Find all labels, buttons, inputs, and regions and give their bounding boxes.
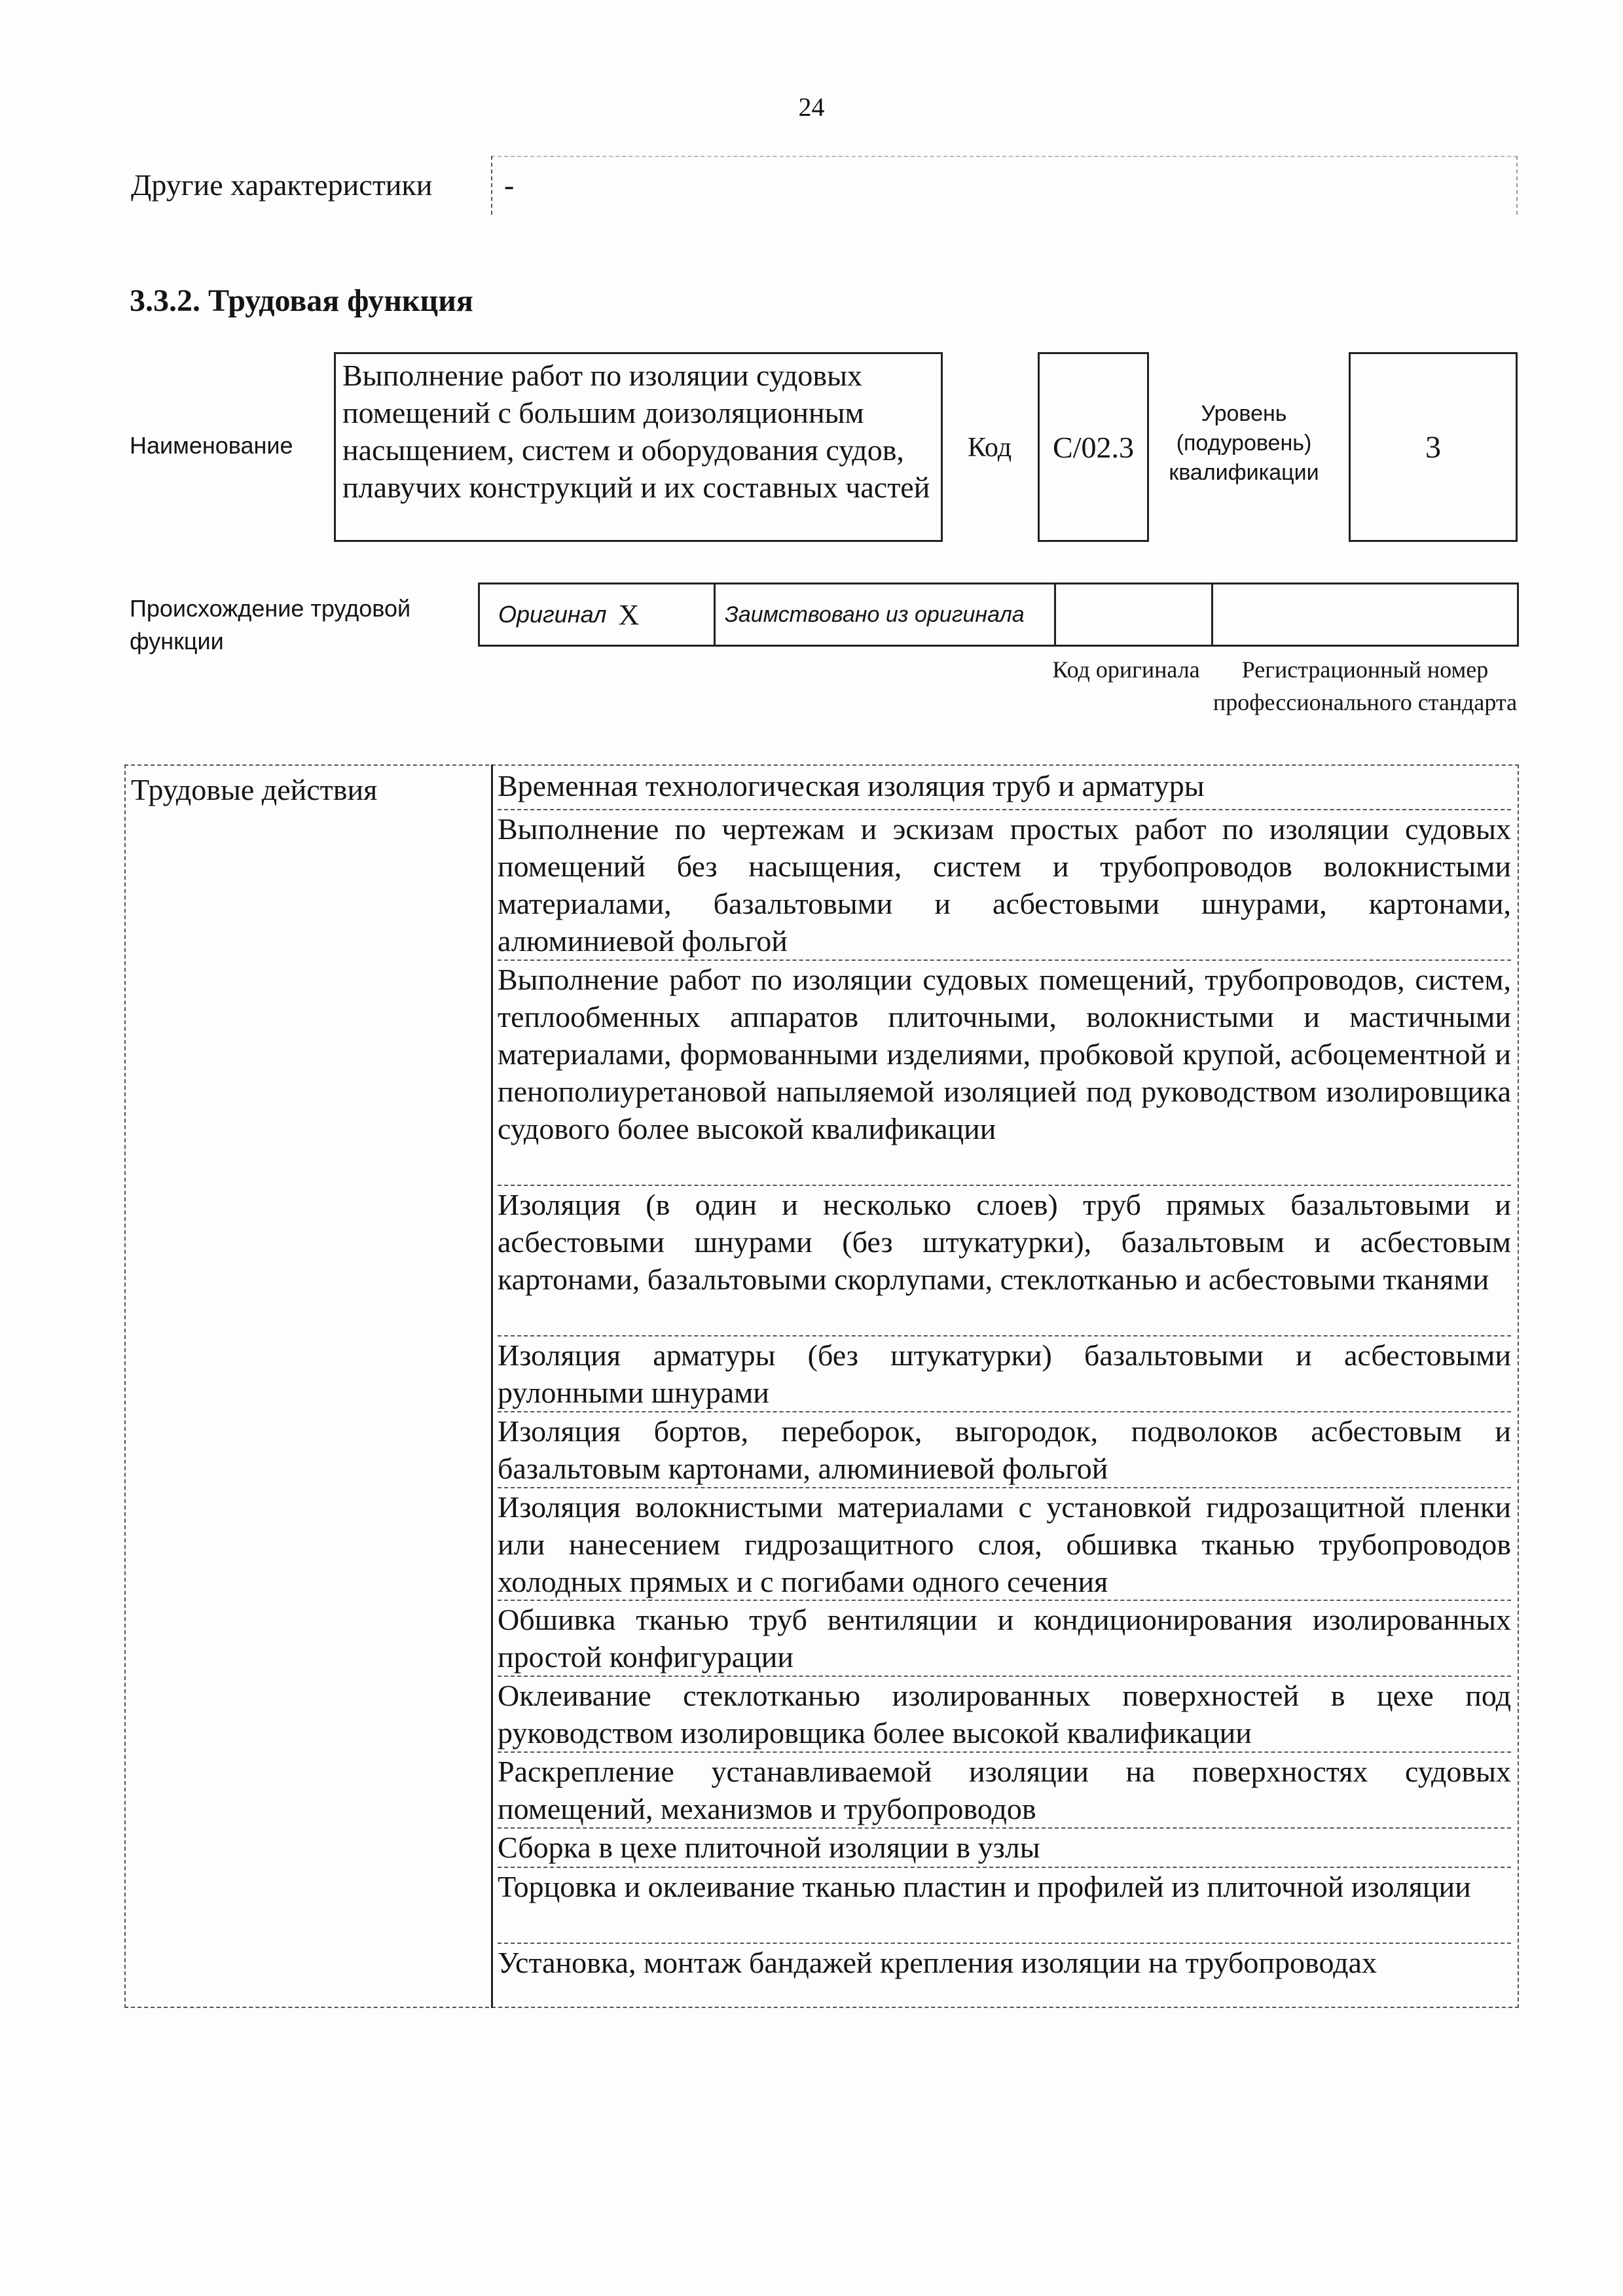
function-name-value: Выполнение работ по изоляции судовых помещений с большим доизоляционным насыщением, систем и оборудования судов, плавучих конструкций и их составных частей: [342, 359, 930, 504]
function-code-box: [1038, 352, 1149, 542]
other-characteristics-value: -: [504, 168, 515, 202]
origin-table: [478, 583, 1519, 647]
qualification-level-label: Уровень (подуровень) квалификации: [1169, 401, 1319, 485]
origin-reg-number-cell: [1213, 584, 1517, 645]
origin-reg-number-caption: Регистрационный номер профессионального стандарта: [1213, 656, 1518, 715]
other-row-top-border: [491, 156, 1518, 157]
labor-action-item: Изоляция волокнистыми материалами с установкой гидрозащитной пленки или нанесением гидрозащитного слоя, обшивка тканью трубопроводов холодных прямых и с погибами одного сечения: [498, 1488, 1511, 1601]
labor-action-item: Изоляция арматуры (без штукатурки) базальтовыми и асбестовыми рулонными шнурами: [498, 1336, 1511, 1412]
labor-action-item: Установка, монтаж бандажей крепления изоляции на трубопроводах: [498, 1946, 1377, 1979]
origin-borrowed-label: Заимствовано из оригинала: [725, 601, 1025, 627]
page-number: 24: [798, 92, 825, 122]
function-name-box: [334, 352, 943, 542]
labor-action-item: Раскрепление устанавливаемой изоляции на поверхностях судовых помещений, механизмов и трубопроводов: [498, 1753, 1511, 1829]
other-row-right-border: [1516, 156, 1518, 215]
function-code-value: С/02.3: [1053, 430, 1134, 464]
labor-action-item: Оклеивание стеклотканью изолированных поверхностей в цехе под руководством изолировщика более высокой квалификации: [498, 1677, 1511, 1753]
origin-original-cell: [480, 584, 716, 645]
qualification-level-box: [1349, 352, 1518, 542]
labor-action-item: Обшивка тканью труб вентиляции и кондиционирования изолированных простой конфигурации: [498, 1601, 1511, 1677]
section-title: 3.3.2. Трудовая функция: [130, 283, 473, 318]
other-row-divider: [491, 156, 492, 215]
labor-actions-divider: [491, 764, 493, 2008]
labor-action-item: Временная технологическая изоляция труб и арматуры: [498, 767, 1511, 810]
origin-original-label: Оригинал: [498, 601, 607, 628]
origin-original-mark: X: [618, 598, 640, 631]
labor-action-item: Изоляция (в один и несколько слоев) труб прямых базальтовыми и асбестовыми шнурами (без штукатурки), базальтовым и асбестовым картонами, базальтовыми скорлупами, стеклотканью и асбестовыми тканями: [498, 1186, 1511, 1336]
other-characteristics-row: [124, 156, 1518, 215]
origin-code-cell: [1056, 584, 1213, 645]
function-name-label: Наименование: [130, 432, 293, 459]
origin-label: Происхождение трудовой функции: [130, 595, 411, 655]
labor-action-item: Изоляция бортов, переборок, выгородок, подволоков асбестовым и базальтовым картонами, алюминиевой фольгой: [498, 1412, 1511, 1488]
labor-action-item: Выполнение по чертежам и эскизам простых работ по изоляции судовых помещений без насыщения, систем и трубопроводов волокнистыми материалами, базальтовыми и асбестовыми шнурами, картонами, алюминиевой фольгой: [498, 810, 1511, 961]
origin-borrowed-cell: [716, 584, 1056, 645]
labor-action-item: Выполнение работ по изоляции судовых помещений, трубопроводов, систем, теплообменных аппаратов плиточными, волокнистыми и мастичными материалами, формованными изделиями, пробковой крупой, асбоцементной и пенополиуретановой напыляемой изоляцией под руководством изолировщика судового более высокой квалификации: [498, 961, 1511, 1186]
labor-actions-label: Трудовые действия: [131, 773, 378, 806]
qualification-level-value: 3: [1425, 429, 1441, 465]
function-code-label: Код: [968, 433, 1012, 463]
other-characteristics-label: Другие характеристики: [131, 168, 433, 202]
labor-action-item: Сборка в цехе плиточной изоляции в узлы: [498, 1829, 1511, 1868]
labor-action-item: Торцовка и оклеивание тканью пластин и профилей из плиточной изоляции: [498, 1868, 1511, 1944]
origin-code-caption: Код оригинала: [1052, 656, 1200, 683]
